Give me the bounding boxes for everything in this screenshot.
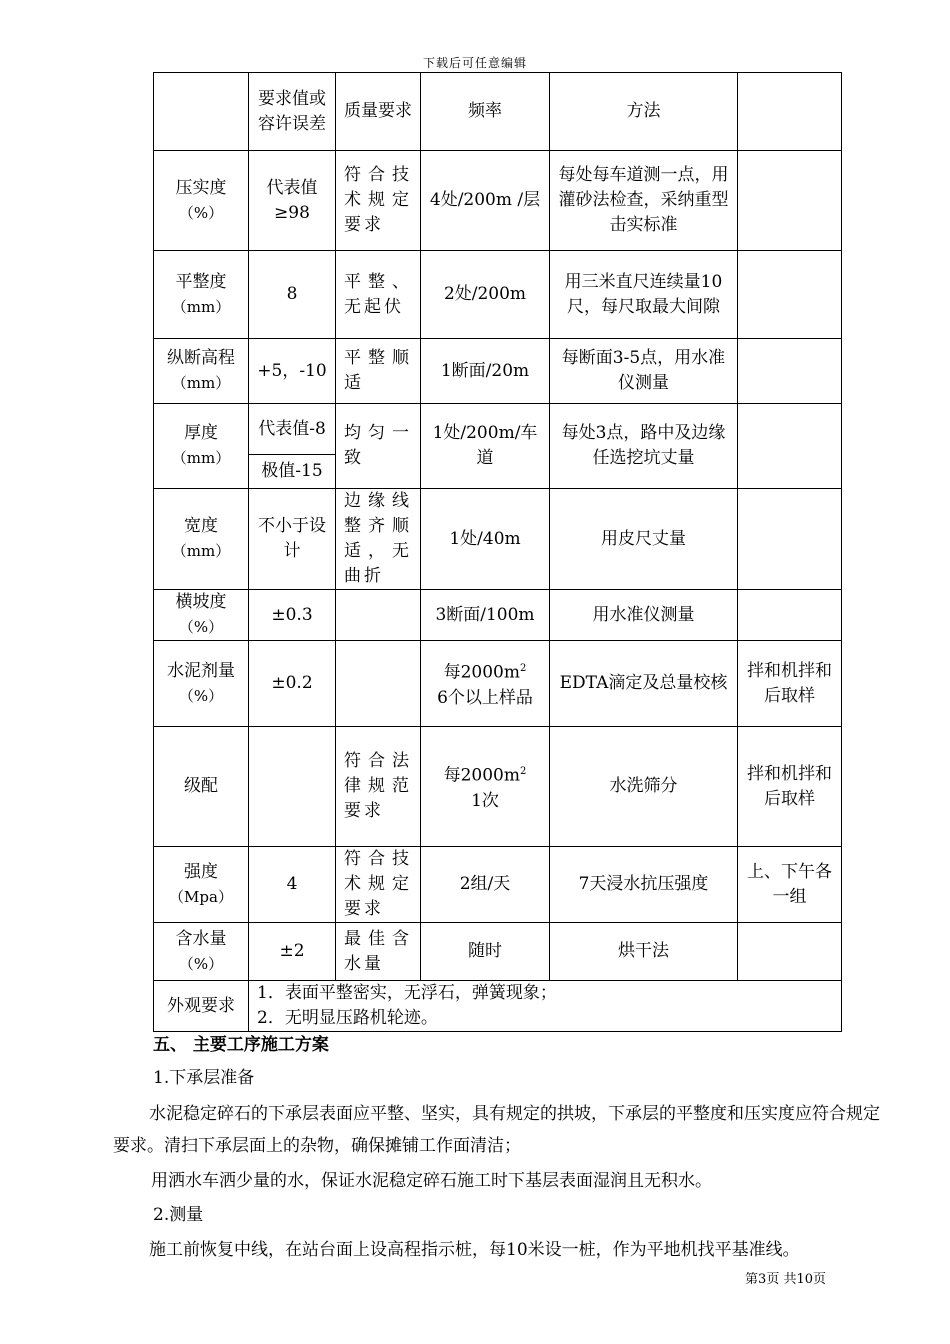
- table-row: [154, 981, 842, 1032]
- remark-cell: 拌和机拌和后取样: [738, 727, 842, 847]
- header-item-cell: [154, 73, 249, 151]
- method-cell: 用水准仪测量: [550, 590, 738, 641]
- method-cell: 用皮尺丈量: [550, 489, 738, 590]
- table-row: [154, 641, 842, 727]
- table-row: [154, 339, 842, 404]
- paragraph: 施工前恢复中线，在站台面上设高程指示桩，每10米设一桩，作为平地机找平基准线。: [149, 1240, 800, 1260]
- header-quality: 质量要求: [336, 73, 421, 151]
- method-cell: 7天浸水抗压强度: [550, 847, 738, 923]
- table-header-row: [154, 73, 842, 151]
- item-cell: 厚度 （mm）: [154, 404, 249, 489]
- method-cell: 用三米直尺连续量10尺，每尺取最大间隙: [550, 251, 738, 339]
- section-title: 五、 主要工序施工方案: [153, 1035, 329, 1055]
- quality-cell: 符合技术规定要求: [336, 151, 421, 251]
- quality-cell: 边缘线整齐顺适，无曲折: [336, 489, 421, 590]
- header-note: 下载后可任意编辑: [422, 56, 527, 70]
- method-cell: EDTA滴定及总量校核: [550, 641, 738, 727]
- header-frequency: 频率: [421, 73, 550, 151]
- table-row: [154, 404, 842, 455]
- item-cell: 横坡度 （%）: [154, 590, 249, 641]
- remark-cell: [738, 404, 842, 489]
- remark-cell: [738, 923, 842, 981]
- tolerance-cell: [249, 727, 336, 847]
- quality-cell: 最佳含水量: [336, 923, 421, 981]
- frequency-cell: 3断面/100m: [421, 590, 550, 641]
- quality-cell: 平整顺适: [336, 339, 421, 404]
- remark-cell: [738, 251, 842, 339]
- frequency-cell: 每$2000m^2$ 1次: [421, 727, 550, 847]
- remark-cell: 拌和机拌和后取样: [738, 641, 842, 727]
- header-tolerance: 要求值或容许误差: [249, 73, 336, 151]
- quality-cell: [336, 590, 421, 641]
- table-row: [154, 727, 842, 847]
- item-cell: 宽度 （mm）: [154, 489, 249, 590]
- quality-cell: 均匀一致: [336, 404, 421, 489]
- tolerance-cell: 代表值≥98: [249, 151, 336, 251]
- method-cell: 水洗筛分: [550, 727, 738, 847]
- frequency-cell: 1断面/20m: [421, 339, 550, 404]
- tolerance-cell: 4: [249, 847, 336, 923]
- item-cell: 级配: [154, 727, 249, 847]
- item-cell: 强度 （Mpa）: [154, 847, 249, 923]
- table-row: [154, 590, 842, 641]
- table-row: [154, 923, 842, 981]
- quality-cell: 符合法律规范要求: [336, 727, 421, 847]
- tolerance-cell: ±0.3: [249, 590, 336, 641]
- frequency-cell: 2处/200m: [421, 251, 550, 339]
- frequency-cell: 2组/天: [421, 847, 550, 923]
- method-cell: 每处3点，路中及边缘任选挖坑丈量: [550, 404, 738, 489]
- frequency-cell: 随时: [421, 923, 550, 981]
- remark-cell: 上、下午各一组: [738, 847, 842, 923]
- remark-cell: [738, 590, 842, 641]
- quality-cell: 符合技术规定要求: [336, 847, 421, 923]
- tolerance-cell: 8: [249, 251, 336, 339]
- quality-spec-table: [153, 72, 842, 1032]
- appearance-requirements: 1．表面平整密实，无浮石，弹簧现象； 2．无明显压路机轮迹。: [249, 981, 842, 1032]
- frequency-cell: 每$2000m^2$ 6个以上样品: [421, 641, 550, 727]
- remark-cell: [738, 151, 842, 251]
- item-cell: 含水量 （%）: [154, 923, 249, 981]
- item-cell: 水泥剂量 （%）: [154, 641, 249, 727]
- frequency-cell: 1处/40m: [421, 489, 550, 590]
- subsection-title: 1.下承层准备: [153, 1068, 255, 1088]
- tolerance-cell: 不小于设计: [249, 489, 336, 590]
- item-cell: 外观要求: [154, 981, 249, 1032]
- quality-cell: [336, 641, 421, 727]
- table-row: [154, 251, 842, 339]
- paragraph: 水泥稳定碎石的下承层表面应平整、坚实，具有规定的拱坡，下承层的平整度和压实度应符合规定要求。清扫下承层面上的杂物，确保摊铺工作面清洁；: [113, 1104, 880, 1156]
- item-cell: 平整度 （mm）: [154, 251, 249, 339]
- tolerance-cell: +5，-10: [249, 339, 336, 404]
- quality-cell: 平整、无起伏: [336, 251, 421, 339]
- frequency-cell: 1处/200m/车道: [421, 404, 550, 489]
- method-cell: 每断面3-5点，用水准仪测量: [550, 339, 738, 404]
- item-cell: 压实度 （%）: [154, 151, 249, 251]
- table-row: [154, 489, 842, 590]
- table-row: [154, 847, 842, 923]
- method-cell: 每处每车道测一点，用灌砂法检查，采纳重型击实标准: [550, 151, 738, 251]
- tolerance-representative-cell: 代表值-8: [249, 404, 336, 455]
- remark-cell: [738, 339, 842, 404]
- tolerance-cell: ±2: [249, 923, 336, 981]
- subsection-title: 2.测量: [153, 1205, 204, 1225]
- tolerance-cell: ±0.2: [249, 641, 336, 727]
- item-cell: 纵断高程 （mm）: [154, 339, 249, 404]
- method-cell: 烘干法: [550, 923, 738, 981]
- paragraph: 用洒水车洒少量的水，保证水泥稳定碎石施工时下基层表面湿润且无积水。: [151, 1171, 712, 1191]
- page-number: 第3页 共10页: [745, 1272, 826, 1287]
- tolerance-extreme-cell: 极值-15: [249, 455, 336, 489]
- frequency-cell: 4处/200m /层: [421, 151, 550, 251]
- remark-cell: [738, 489, 842, 590]
- table-row: [154, 151, 842, 251]
- header-method: 方法: [550, 73, 738, 151]
- header-remark-cell: [738, 73, 842, 151]
